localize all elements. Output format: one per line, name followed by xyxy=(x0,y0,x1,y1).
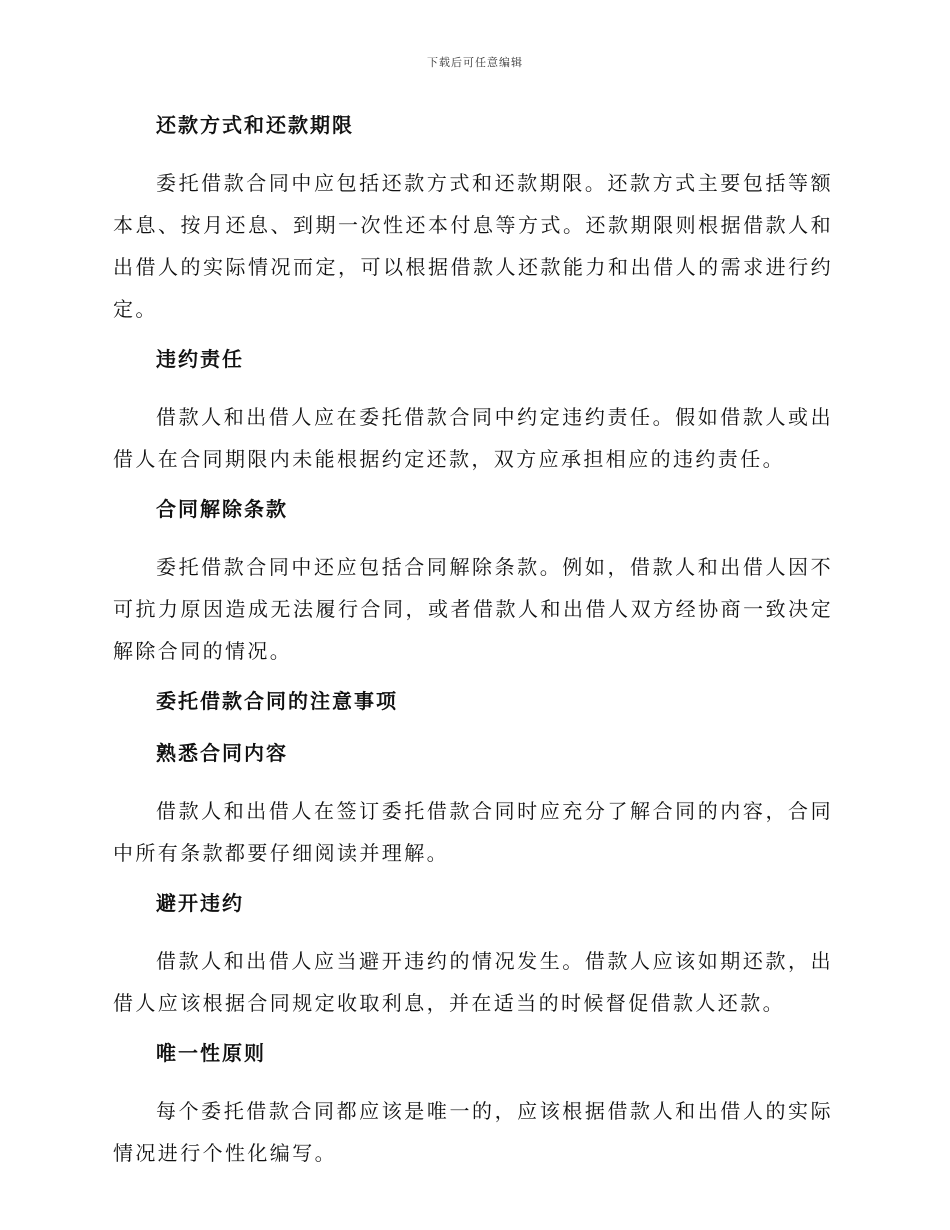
section-heading-uniqueness: 唯一性原则 xyxy=(156,1041,266,1065)
document-body xyxy=(113,110,833,1188)
section-paragraph-termination: 委托借款合同中还应包括合同解除条款。例如，借款人和出借人因不可抗力原因造成无法履行合同，或者借款人和出借人双方经协商一致决定解除合同的情况。 xyxy=(113,555,833,663)
section-heading-avoid-breach: 避开违约 xyxy=(156,891,244,915)
section-paragraph-familiarize: 借款人和出借人在签订委托借款合同时应充分了解合同的内容，合同中所有条款都要仔细阅读并理解。 xyxy=(113,799,833,865)
section-paragraph-breach: 借款人和出借人应在委托借款合同中约定违约责任。假如借款人或出借人在合同期限内未能根据约定还款，双方应承担相应的违约责任。 xyxy=(113,405,833,471)
page-header-note: 下载后可任意编辑 xyxy=(427,56,523,69)
section-heading-notes: 委托借款合同的注意事项 xyxy=(156,689,398,713)
section-heading-familiarize: 熟悉合同内容 xyxy=(156,741,288,765)
section-paragraph-uniqueness: 每个委托借款合同都应该是唯一的，应该根据借款人和出借人的实际情况进行个性化编写。 xyxy=(113,1099,833,1165)
section-heading-breach: 违约责任 xyxy=(156,347,244,371)
section-heading-termination: 合同解除条款 xyxy=(156,497,288,521)
section-paragraph-repayment: 委托借款合同中应包括还款方式和还款期限。还款方式主要包括等额本息、按月还息、到期一次性还本付息等方式。还款期限则根据借款人和出借人的实际情况而定，可以根据借款人还款能力和出借人的需求进行约定。 xyxy=(113,171,833,321)
section-heading-repayment: 还款方式和还款期限 xyxy=(156,113,354,137)
section-paragraph-avoid-breach: 借款人和出借人应当避开违约的情况发生。借款人应该如期还款，出借人应该根据合同规定收取利息，并在适当的时候督促借款人还款。 xyxy=(113,949,833,1015)
